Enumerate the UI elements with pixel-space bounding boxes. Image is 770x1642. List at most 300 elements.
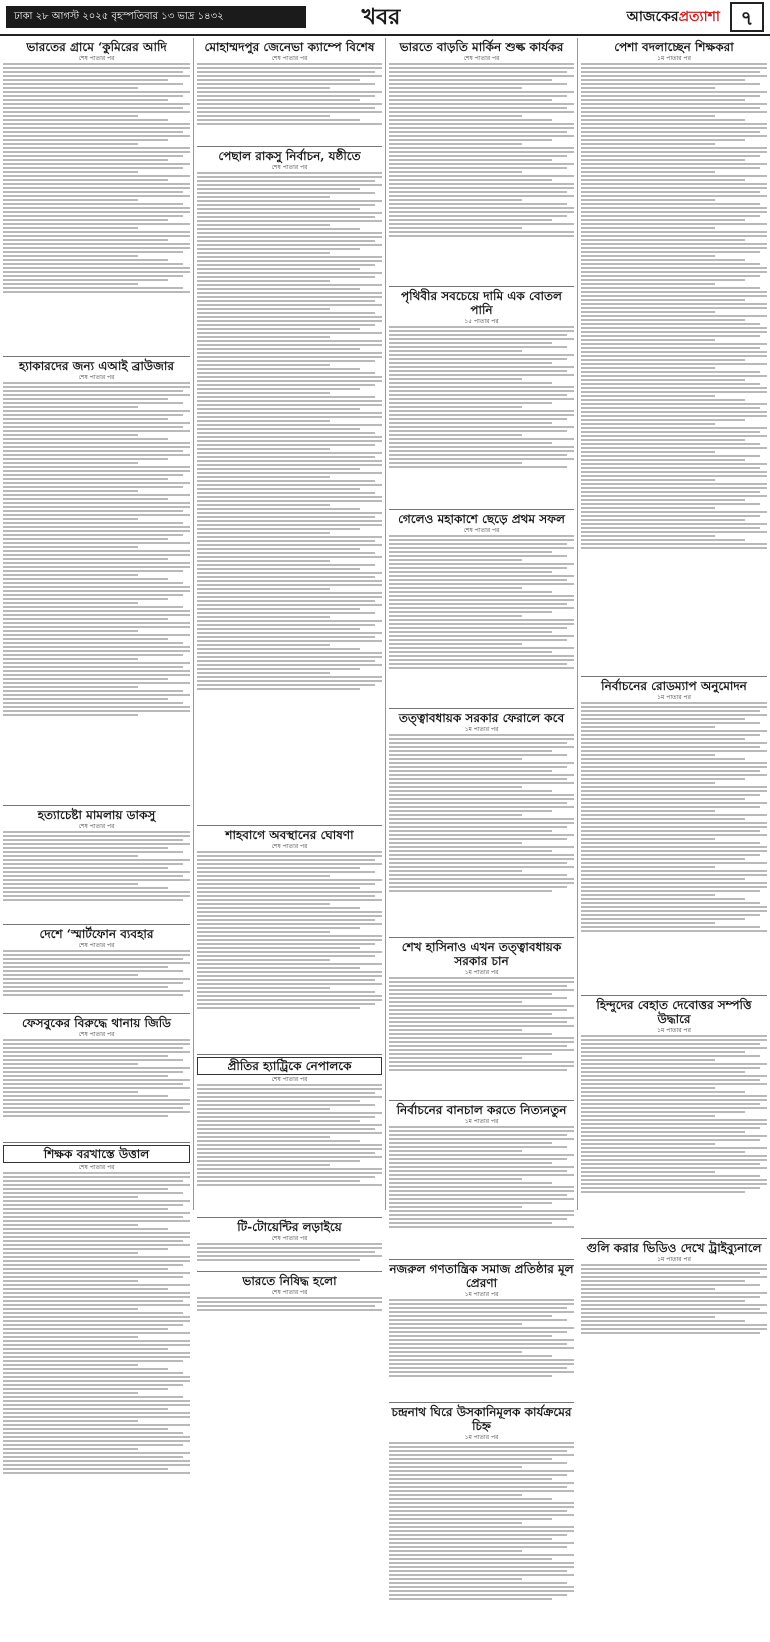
text-line — [3, 570, 183, 572]
text-line — [197, 372, 375, 374]
text-line — [389, 746, 574, 748]
text-line — [3, 219, 168, 221]
continuation-note: ১ম পাতার পর — [657, 1027, 691, 1034]
story-divider — [581, 1238, 767, 1239]
text-line — [197, 276, 375, 278]
text-line — [197, 999, 382, 1001]
text-line — [389, 1001, 522, 1003]
text-line — [3, 1228, 168, 1230]
text-line — [581, 858, 745, 860]
text-line — [389, 1371, 574, 1373]
text-line — [3, 410, 190, 412]
text-line — [3, 831, 190, 833]
text-line — [389, 1319, 567, 1321]
text-line — [389, 382, 552, 384]
text-line — [3, 1464, 190, 1466]
text-line — [197, 244, 382, 246]
text-line — [389, 1174, 574, 1176]
text-line — [581, 1083, 767, 1085]
story-headline: পেশা বদলাচ্ছেন শিক্ষকরা — [614, 40, 734, 54]
text-line — [197, 891, 382, 893]
text-line — [389, 535, 574, 537]
text-line — [3, 67, 190, 69]
text-line — [197, 380, 382, 382]
text-line — [389, 1142, 552, 1144]
continuation-note: ১ম পাতার পর — [657, 55, 691, 62]
text-line — [389, 1017, 574, 1019]
text-line — [581, 926, 760, 928]
text-line — [197, 1259, 360, 1261]
text-line — [3, 1063, 138, 1065]
text-line — [581, 207, 767, 209]
text-line — [3, 1468, 168, 1470]
story-divider — [389, 937, 574, 938]
news-story — [3, 1016, 190, 1139]
text-line — [3, 267, 190, 269]
text-line — [3, 578, 168, 580]
text-line — [389, 227, 522, 229]
text-line — [389, 989, 574, 991]
text-line — [197, 472, 382, 474]
text-line — [581, 1147, 767, 1149]
text-line — [3, 1412, 190, 1414]
text-line — [3, 518, 138, 520]
text-line — [581, 119, 745, 121]
text-line — [3, 474, 183, 476]
text-line — [3, 614, 190, 616]
text-line — [197, 987, 330, 989]
text-line — [581, 399, 745, 401]
text-line — [581, 1320, 745, 1322]
continuation-note: ১ম পাতার পর — [464, 1434, 499, 1441]
text-line — [389, 1178, 522, 1180]
text-line — [197, 644, 330, 646]
story-headline: হিন্দুদের বেহাত দেবোত্তর সম্পত্তি উদ্ধারে — [596, 998, 752, 1026]
text-line — [3, 522, 183, 524]
text-line — [581, 854, 760, 856]
text-line — [581, 1123, 767, 1125]
text-line — [389, 1351, 522, 1353]
text-line — [581, 107, 760, 109]
text-line — [197, 468, 360, 470]
text-line — [581, 1139, 760, 1141]
text-line — [581, 439, 745, 441]
text-line — [581, 1059, 715, 1061]
text-line — [389, 1375, 552, 1377]
text-line — [197, 508, 360, 510]
text-line — [3, 1276, 183, 1278]
text-line — [3, 698, 168, 700]
text-line — [197, 604, 382, 606]
text-line — [581, 511, 767, 513]
text-line — [389, 778, 567, 780]
text-line — [3, 1392, 138, 1394]
text-line — [389, 1331, 567, 1333]
text-line — [197, 71, 375, 73]
text-line — [197, 879, 382, 881]
text-line — [581, 1187, 760, 1189]
text-line — [389, 1150, 522, 1152]
text-line — [197, 280, 330, 282]
text-line — [197, 172, 382, 174]
text-line — [389, 754, 567, 756]
text-line — [389, 1130, 574, 1132]
text-line — [581, 475, 767, 477]
text-line — [581, 790, 767, 792]
text-line — [197, 1148, 382, 1150]
text-line — [389, 1335, 552, 1337]
text-line — [581, 834, 767, 836]
text-line — [581, 1055, 760, 1057]
text-line — [197, 272, 382, 274]
text-line — [581, 1183, 767, 1185]
text-line — [197, 268, 360, 270]
text-line — [197, 927, 360, 929]
text-line — [581, 814, 767, 816]
text-line — [389, 1021, 567, 1023]
text-line — [3, 986, 168, 988]
text-line — [389, 103, 574, 105]
text-line — [3, 466, 190, 468]
text-line — [3, 1368, 168, 1370]
text-line — [581, 267, 767, 269]
text-line — [197, 296, 382, 298]
text-line — [581, 411, 767, 413]
text-line — [3, 875, 183, 877]
text-line — [197, 1309, 382, 1311]
text-line — [197, 1180, 360, 1182]
text-line — [197, 236, 382, 238]
text-line — [3, 1336, 138, 1338]
text-line — [3, 143, 138, 145]
text-line — [3, 406, 138, 408]
text-line — [581, 894, 715, 896]
text-line — [389, 862, 567, 864]
text-line — [3, 895, 190, 897]
continuation-note: শেষ পাতার পর — [78, 942, 115, 949]
text-line — [3, 1408, 168, 1410]
text-line — [581, 123, 767, 125]
text-line — [581, 1324, 767, 1326]
text-line — [389, 354, 574, 356]
text-line — [389, 75, 574, 77]
text-line — [581, 507, 715, 509]
text-line — [389, 981, 574, 983]
text-line — [581, 1051, 745, 1053]
text-line — [389, 611, 552, 613]
text-line — [581, 754, 715, 756]
text-line — [581, 718, 745, 720]
text-line — [581, 231, 767, 233]
text-line — [389, 1222, 552, 1224]
text-line — [3, 398, 168, 400]
text-line — [581, 543, 767, 545]
text-line — [389, 1311, 574, 1313]
text-line — [3, 1039, 190, 1041]
story-body-text — [197, 63, 382, 143]
text-line — [197, 943, 375, 945]
text-line — [581, 730, 767, 732]
text-line — [197, 1132, 382, 1134]
text-line — [389, 450, 574, 452]
text-line — [197, 851, 382, 853]
text-line — [3, 562, 190, 564]
text-line — [197, 528, 360, 530]
text-line — [389, 378, 522, 380]
text-line — [389, 1029, 522, 1031]
text-line — [581, 830, 760, 832]
text-line — [581, 1075, 767, 1077]
text-line — [389, 1359, 574, 1361]
text-line — [389, 619, 574, 621]
text-line — [197, 264, 375, 266]
text-line — [197, 863, 382, 865]
text-line — [581, 503, 760, 505]
text-line — [3, 223, 190, 225]
text-line — [3, 1240, 183, 1242]
text-line — [581, 199, 715, 201]
text-line — [3, 203, 183, 205]
text-line — [197, 935, 382, 937]
text-line — [197, 188, 360, 190]
text-line — [197, 416, 382, 418]
text-line — [581, 1191, 745, 1193]
text-line — [581, 379, 745, 381]
text-line — [3, 103, 190, 105]
text-line — [389, 1327, 574, 1329]
text-line — [3, 107, 183, 109]
text-line — [3, 630, 138, 632]
text-line — [581, 363, 767, 365]
text-line — [197, 396, 375, 398]
text-line — [581, 774, 767, 776]
text-line — [197, 572, 382, 574]
text-line — [3, 598, 168, 600]
text-line — [197, 312, 375, 314]
text-line — [389, 1226, 574, 1228]
text-line — [581, 443, 760, 445]
text-line — [3, 418, 168, 420]
text-line — [389, 563, 574, 565]
text-line — [389, 1186, 574, 1188]
text-line — [3, 958, 183, 960]
continuation-note: শেষ পাতার পর — [271, 843, 308, 850]
text-line — [3, 1344, 190, 1346]
story-body-text — [3, 1172, 190, 1552]
text-line — [197, 640, 382, 642]
text-line — [389, 846, 574, 848]
text-line — [389, 350, 522, 352]
text-line — [197, 1305, 375, 1307]
text-line — [581, 247, 767, 249]
text-line — [581, 239, 745, 241]
text-line — [3, 586, 190, 588]
text-line — [3, 271, 190, 273]
text-line — [197, 388, 360, 390]
text-line — [3, 891, 190, 893]
news-story — [389, 1405, 574, 1642]
text-line — [389, 95, 567, 97]
text-line — [197, 404, 382, 406]
text-line — [581, 111, 767, 113]
text-line — [581, 227, 715, 229]
text-line — [3, 1103, 190, 1105]
text-line — [3, 191, 183, 193]
text-line — [3, 1180, 183, 1182]
text-line — [3, 646, 190, 648]
text-line — [3, 1172, 190, 1174]
text-line — [581, 327, 767, 329]
text-line — [3, 131, 183, 133]
text-line — [197, 232, 382, 234]
text-line — [581, 802, 767, 804]
text-line — [3, 87, 138, 89]
text-line — [197, 668, 360, 670]
news-story — [389, 1262, 574, 1399]
text-line — [581, 287, 760, 289]
text-line — [3, 1420, 138, 1422]
text-line — [3, 1448, 138, 1450]
text-line — [3, 239, 168, 241]
text-line — [3, 1079, 190, 1081]
text-line — [581, 1179, 767, 1181]
text-line — [389, 1037, 574, 1039]
text-line — [389, 1550, 522, 1552]
text-line — [581, 1067, 760, 1069]
text-line — [389, 750, 552, 752]
text-line — [389, 1506, 574, 1508]
text-line — [197, 536, 382, 538]
text-line — [197, 895, 375, 897]
text-line — [389, 139, 552, 141]
text-line — [197, 392, 330, 394]
text-line — [197, 971, 382, 973]
text-line — [389, 635, 574, 637]
text-line — [389, 386, 574, 388]
text-line — [581, 455, 760, 457]
text-line — [3, 550, 190, 552]
text-line — [581, 351, 767, 353]
text-line — [197, 328, 360, 330]
text-line — [581, 407, 760, 409]
text-line — [197, 107, 375, 109]
text-line — [3, 1208, 168, 1210]
text-line — [197, 887, 360, 889]
text-line — [581, 798, 745, 800]
text-line — [581, 1079, 760, 1081]
story-divider — [3, 1013, 190, 1014]
text-line — [3, 626, 190, 628]
text-line — [3, 558, 168, 560]
text-line — [3, 1360, 183, 1362]
continuation-note: শেষ পাতার পর — [271, 1076, 308, 1083]
text-line — [581, 403, 767, 405]
text-line — [197, 672, 330, 674]
text-line — [3, 574, 138, 576]
text-line — [389, 1598, 552, 1600]
text-line — [197, 180, 375, 182]
text-line — [389, 115, 522, 117]
text-line — [3, 71, 183, 73]
text-line — [197, 1255, 382, 1257]
text-line — [197, 504, 330, 506]
text-line — [389, 1466, 522, 1468]
story-headline: শাহবাগে অবস্থানের ঘোষণা — [225, 828, 354, 842]
continuation-note: শেষ পাতার পর — [78, 823, 115, 830]
text-line — [389, 1162, 552, 1164]
text-line — [389, 579, 567, 581]
text-line — [197, 1007, 360, 1009]
text-line — [389, 1041, 574, 1043]
text-line — [3, 1272, 190, 1274]
text-line — [581, 215, 760, 217]
text-line — [581, 367, 715, 369]
text-line — [3, 402, 183, 404]
text-line — [389, 1355, 552, 1357]
text-line — [3, 95, 183, 97]
text-line — [197, 871, 375, 873]
text-line — [3, 446, 190, 448]
text-line — [197, 903, 330, 905]
text-line — [197, 1084, 382, 1086]
text-line — [3, 215, 183, 217]
text-line — [197, 123, 382, 125]
text-line — [197, 616, 330, 618]
text-line — [581, 371, 760, 373]
text-line — [3, 582, 183, 584]
text-line — [389, 366, 574, 368]
text-line — [3, 175, 190, 177]
text-line — [389, 882, 574, 884]
text-line — [3, 590, 190, 592]
text-line — [389, 1049, 574, 1051]
text-line — [389, 342, 552, 344]
news-story — [389, 711, 574, 934]
text-line — [3, 1115, 168, 1117]
text-line — [197, 564, 375, 566]
text-line — [197, 1104, 375, 1106]
text-line — [389, 1542, 574, 1544]
text-line — [197, 951, 382, 953]
text-line — [581, 1115, 715, 1117]
text-line — [197, 1112, 382, 1114]
text-line — [3, 1436, 190, 1438]
text-line — [389, 886, 567, 888]
text-line — [389, 1158, 567, 1160]
text-line — [389, 111, 574, 113]
text-line — [3, 1107, 183, 1109]
continuation-note: ১ম পাতার পর — [464, 1291, 499, 1298]
text-line — [389, 151, 574, 153]
text-line — [389, 551, 552, 553]
story-headline: পৃথিবীর সবচেয়ে দামি এক বোতল পানি — [401, 289, 562, 317]
text-line — [3, 486, 183, 488]
news-story — [197, 828, 382, 1051]
text-line — [581, 191, 760, 193]
text-line — [3, 1316, 190, 1318]
text-line — [389, 199, 522, 201]
text-line — [197, 460, 382, 462]
text-line — [389, 179, 552, 181]
continuation-note: শেষ পাতার পর — [463, 55, 500, 62]
text-line — [389, 430, 567, 432]
text-line — [197, 592, 382, 594]
text-line — [3, 1067, 190, 1069]
text-line — [581, 491, 760, 493]
text-line — [3, 650, 190, 652]
text-line — [3, 255, 138, 257]
text-line — [197, 628, 360, 630]
